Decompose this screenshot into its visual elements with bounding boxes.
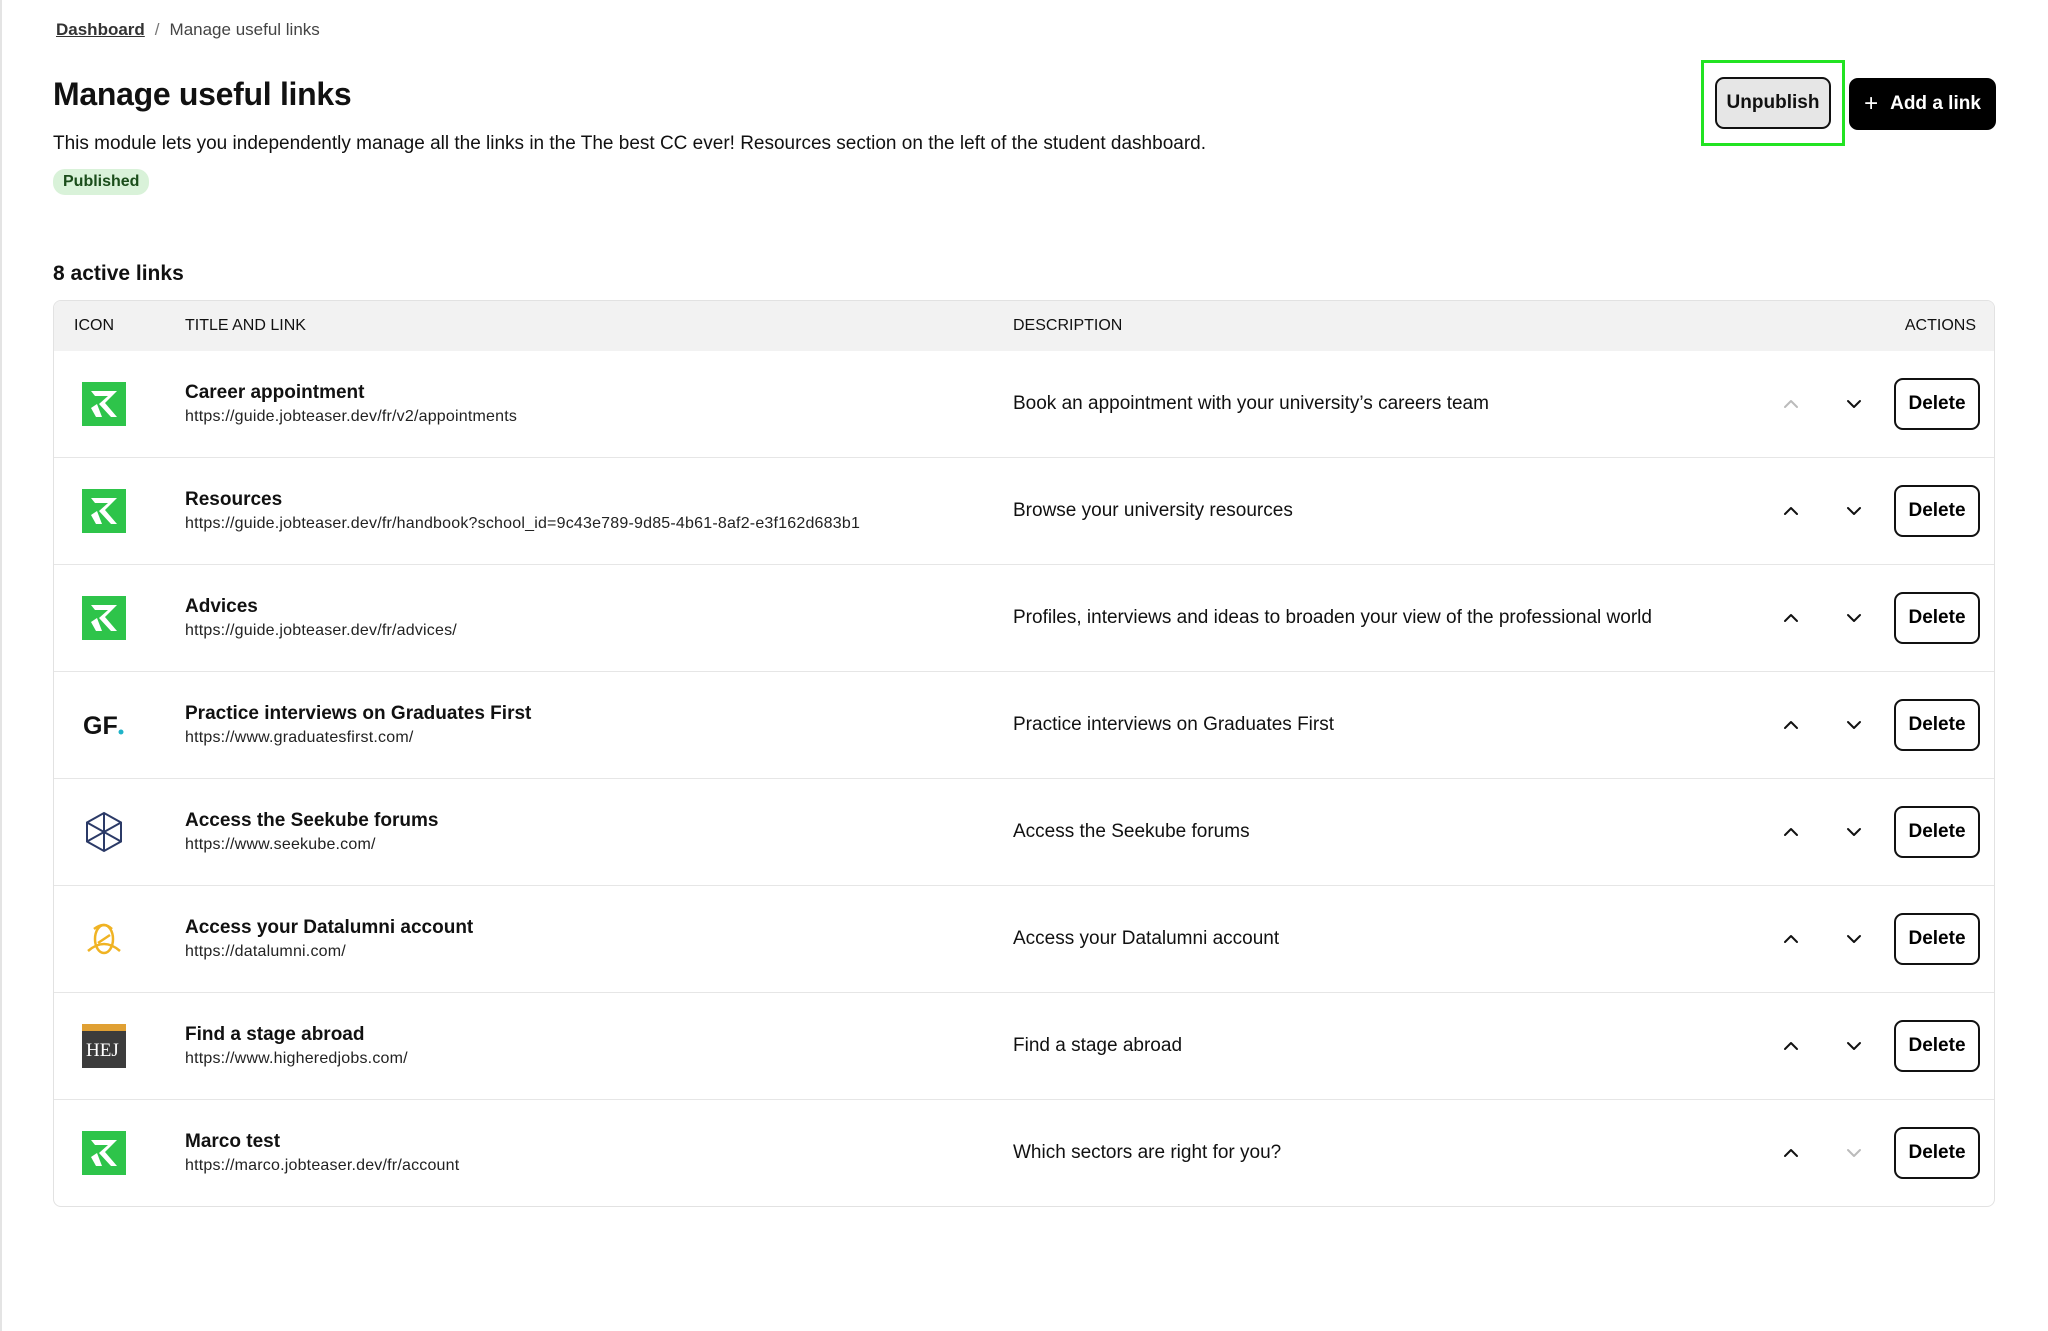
link-title-cell xyxy=(185,810,438,854)
link-url: https://guide.jobteaser.dev/fr/handbook?school_id=9c43e789-9d85-4b61-8af2-e3f162d683b1 xyxy=(185,515,861,532)
move-up-icon xyxy=(1776,389,1806,419)
breadcrumb xyxy=(56,20,320,40)
link-description: Which sectors are right for you? xyxy=(1013,1142,1282,1163)
link-url: https://www.seekube.com/ xyxy=(185,836,376,853)
link-title: Career appointment xyxy=(185,382,365,403)
link-title: Marco test xyxy=(185,1131,281,1152)
link-title-cell xyxy=(185,596,457,640)
jobteaser-logo-icon xyxy=(82,596,126,640)
move-down-icon[interactable] xyxy=(1839,1031,1869,1061)
link-title-cell xyxy=(185,917,473,961)
link-title: Access your Datalumni account xyxy=(185,917,474,938)
link-description: Browse your university resources xyxy=(1013,500,1293,521)
table-row xyxy=(54,564,1994,671)
link-title-cell xyxy=(185,703,531,747)
link-url: https://guide.jobteaser.dev/fr/v2/appointments xyxy=(185,408,518,425)
delete-button[interactable]: Delete xyxy=(1894,806,1980,858)
link-title-cell xyxy=(185,1131,459,1175)
svg-text:HEJ: HEJ xyxy=(86,1040,119,1061)
link-description: Access the Seekube forums xyxy=(1013,821,1250,842)
section-title: 8 active links xyxy=(53,262,184,285)
graduates-first-logo-icon xyxy=(82,703,126,747)
link-url: https://www.higheredjobs.com/ xyxy=(185,1050,408,1067)
datalumni-logo-icon xyxy=(82,917,126,961)
jobteaser-logo-icon xyxy=(82,1131,126,1175)
column-description: DESCRIPTION xyxy=(1013,317,1123,334)
page-description: This module lets you independently manage all the links in the The best CC ever! Resources section on the left of the student dashboard. xyxy=(53,133,1206,154)
link-description: Access your Datalumni account xyxy=(1013,928,1280,949)
link-url: https://datalumni.com/ xyxy=(185,943,346,960)
move-up-icon[interactable] xyxy=(1776,1138,1806,1168)
svg-text:GF: GF xyxy=(83,712,118,740)
move-up-icon[interactable] xyxy=(1776,924,1806,954)
higheredjobs-logo-icon xyxy=(82,1024,126,1068)
table-row xyxy=(54,1099,1994,1206)
link-title-cell xyxy=(185,1024,408,1068)
move-up-icon[interactable] xyxy=(1776,603,1806,633)
link-description: Book an appointment with your university’s careers team xyxy=(1013,393,1489,414)
add-link-button[interactable] xyxy=(1849,78,1996,130)
column-icon: ICON xyxy=(74,317,114,334)
move-down-icon[interactable] xyxy=(1839,817,1869,847)
column-actions: ACTIONS xyxy=(1904,317,1976,334)
table-body xyxy=(54,351,1994,1206)
table-row xyxy=(54,992,1994,1099)
move-up-icon[interactable] xyxy=(1776,710,1806,740)
table-row xyxy=(54,671,1994,778)
table-row xyxy=(54,351,1994,457)
unpublish-highlight xyxy=(1701,60,1845,146)
delete-button[interactable]: Delete xyxy=(1894,592,1980,644)
breadcrumb-separator: / xyxy=(154,20,160,39)
link-url: https://marco.jobteaser.dev/fr/account xyxy=(185,1157,460,1174)
link-url: https://www.graduatesfirst.com/ xyxy=(185,729,414,746)
plus-icon: + xyxy=(1864,90,1879,117)
delete-button[interactable]: Delete xyxy=(1894,1020,1980,1072)
link-title: Advices xyxy=(185,596,258,617)
move-down-icon[interactable] xyxy=(1839,496,1869,526)
delete-button[interactable]: Delete xyxy=(1894,1127,1980,1179)
move-up-icon[interactable] xyxy=(1776,817,1806,847)
link-title: Resources xyxy=(185,489,283,510)
column-title: TITLE AND LINK xyxy=(185,317,306,334)
table-row xyxy=(54,885,1994,992)
link-description: Practice interviews on Graduates First xyxy=(1013,714,1335,735)
link-title: Practice interviews on Graduates First xyxy=(185,703,532,724)
unpublish-button[interactable]: Unpublish xyxy=(1715,77,1831,129)
link-url: https://guide.jobteaser.dev/fr/advices/ xyxy=(185,622,457,639)
breadcrumb-current: Manage useful links xyxy=(169,20,320,39)
link-description: Profiles, interviews and ideas to broaden your view of the professional world xyxy=(1013,607,1652,628)
move-up-icon[interactable] xyxy=(1776,496,1806,526)
table-row xyxy=(54,778,1994,885)
seekube-logo-icon xyxy=(82,810,126,854)
link-title: Access the Seekube forums xyxy=(185,810,439,831)
add-link-label: Add a link xyxy=(1890,93,1981,114)
move-down-icon[interactable] xyxy=(1839,603,1869,633)
move-down-icon[interactable] xyxy=(1839,710,1869,740)
link-description: Find a stage abroad xyxy=(1013,1035,1183,1056)
delete-button[interactable]: Delete xyxy=(1894,378,1980,430)
breadcrumb-dashboard-link[interactable]: Dashboard xyxy=(56,20,145,39)
delete-button[interactable]: Delete xyxy=(1894,913,1980,965)
table-row xyxy=(54,457,1994,564)
link-title-cell xyxy=(185,382,517,426)
move-down-icon[interactable] xyxy=(1839,924,1869,954)
jobteaser-logo-icon xyxy=(82,489,126,533)
page-left-border xyxy=(0,0,2,1331)
move-down-icon[interactable] xyxy=(1839,389,1869,419)
status-badge: Published xyxy=(53,169,149,195)
links-table xyxy=(53,300,1995,1207)
page-title: Manage useful links xyxy=(53,76,352,112)
jobteaser-logo-icon xyxy=(82,382,126,426)
delete-button[interactable]: Delete xyxy=(1894,485,1980,537)
move-up-icon[interactable] xyxy=(1776,1031,1806,1061)
delete-button[interactable]: Delete xyxy=(1894,699,1980,751)
link-title-cell xyxy=(185,489,860,533)
link-title: Find a stage abroad xyxy=(185,1024,365,1045)
move-down-icon xyxy=(1839,1138,1869,1168)
table-header xyxy=(54,301,1994,351)
